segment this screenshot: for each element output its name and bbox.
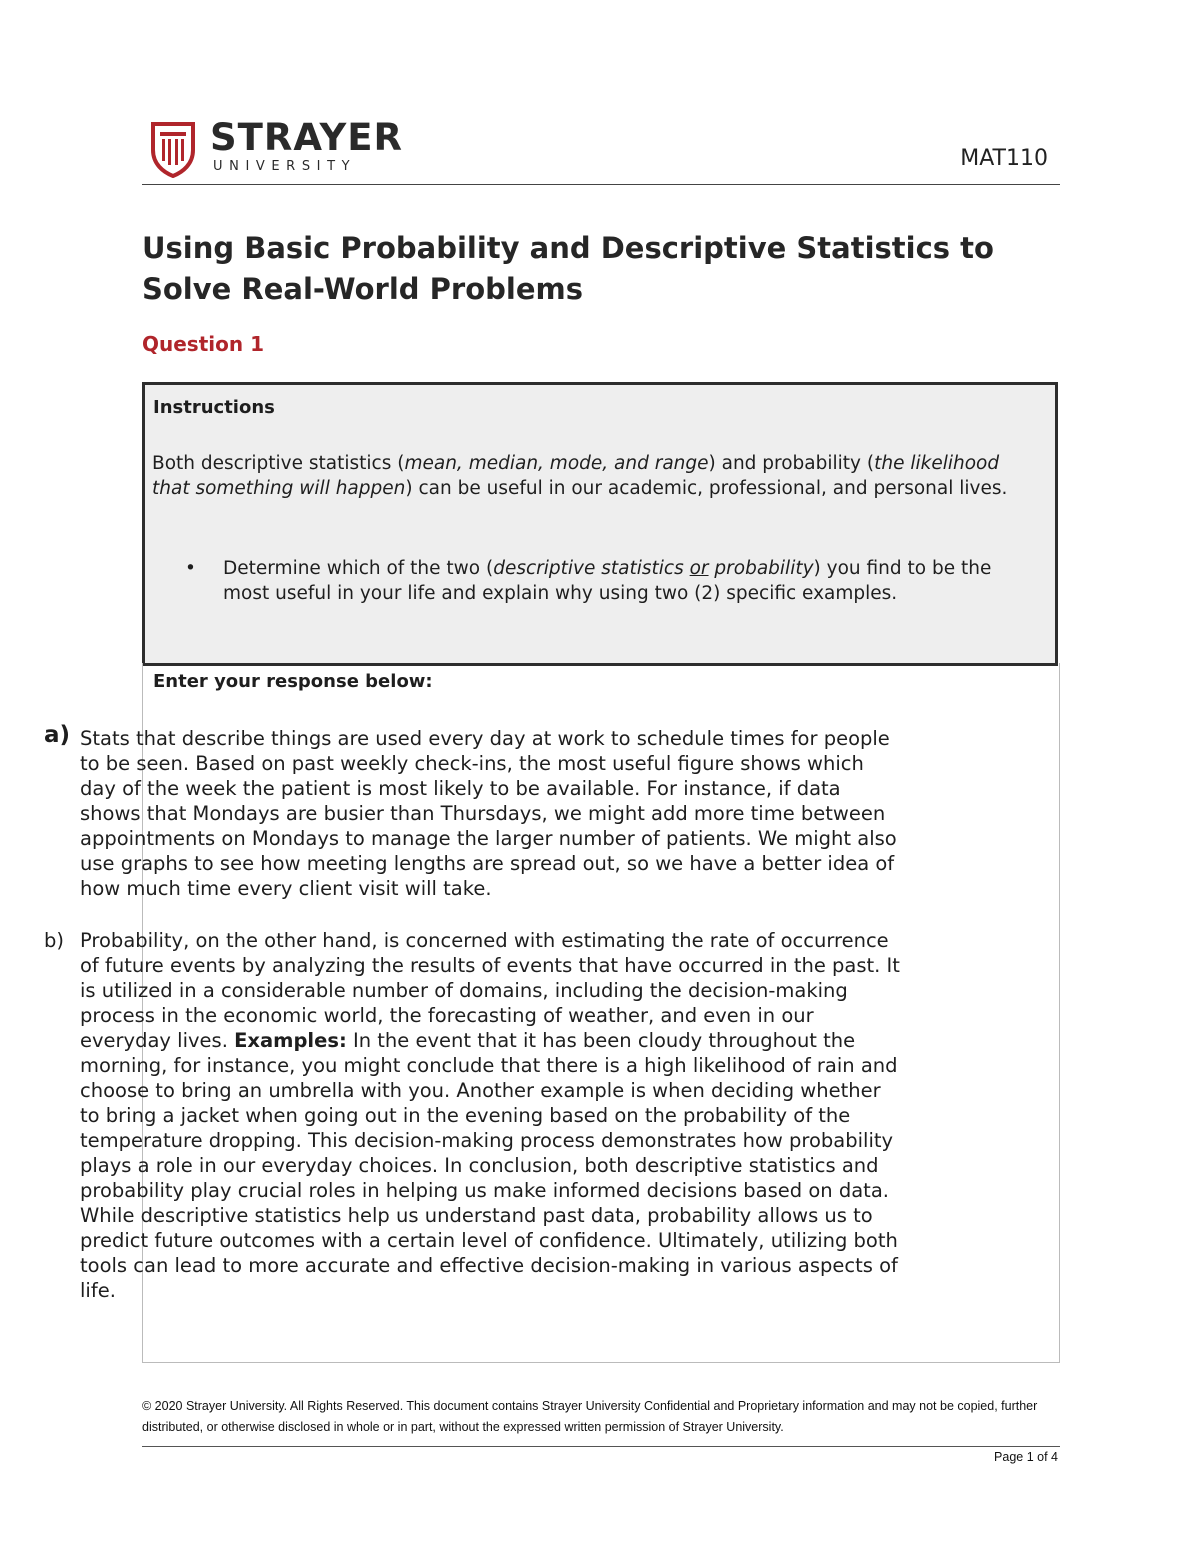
bullet-italic-prob: probability (708, 558, 814, 579)
instr-text-2: ) and probability ( (708, 453, 875, 474)
instr-text-3: ) can be useful in our academic, professional, and personal lives. (405, 478, 1008, 499)
page-title: Using Basic Probability and Descriptive Statistics to Solve Real-World Problems (142, 231, 994, 306)
instr-italic-mean: mean, median, mode, and range (404, 453, 709, 474)
bullet-text-1: Determine which of the two ( (223, 558, 494, 579)
instructions-bullet (185, 556, 1035, 606)
item-b-text-2: In the event that it has been cloudy throughout the morning, for instance, you might conclude that there is a high likelihood of rain and choose to bring an umbrella with you. Another example is when deciding whether to bring a jacket when going out in the evening based on the probability of the temperature dropping. This decision-making process demonstrates how probability plays a role in our everyday choices. In conclusion, both descriptive statistics and probability play crucial roles in helping us make informed decisions based on data. While descriptive statistics help us understand past data, probability allows us to predict future outcomes with a certain level of confidence. Ultimately, utilizing both tools can lead to more accurate and effective decision-making in various aspects of life. (80, 1029, 898, 1302)
header-divider (142, 184, 1060, 185)
item-a-marker: a) (44, 722, 71, 748)
bullet-text-2: ) you find to be the most useful in your life and explain why using two (2) specific examples. (223, 558, 992, 604)
response-item-b (44, 928, 904, 1303)
instr-italic-likelihood: the likelihood that something will happen (152, 453, 1000, 499)
item-a-text: Stats that describe things are used every day at work to schedule times for people to be seen. Based on past weekly check-ins, the most useful figure shows which day of the week the patient is most likely to be available. For instance, if data shows that Mondays are busier than Thursdays, we might add more time between appointments on Mondays to manage the larger number of patients. We might also use graphs to see how meeting lengths are spread out, so we have a better idea of how much time every client visit will take. (80, 727, 897, 900)
instr-text-1: Both descriptive statistics ( (152, 453, 405, 474)
logo-subtitle: UNIVERSITY (213, 159, 357, 174)
footer-divider (142, 1446, 1060, 1447)
item-b-text (80, 928, 904, 1303)
response-heading: Enter your response below: (153, 671, 433, 692)
page-number: Page 1 of 4 (994, 1450, 1058, 1464)
response-item-a (44, 722, 904, 901)
bullet-italic-or: or (689, 558, 709, 579)
copyright-notice: © 2020 Strayer University. All Rights Reserved. This document contains Strayer University Confidential and Proprietary information and may not be copied, further distributed, or otherwise disclosed in whole or in part, without the expressed written permission of Strayer University. (142, 1399, 1038, 1434)
bullet-icon: • (185, 558, 196, 579)
bullet-italic-desc: descriptive statistics (493, 558, 690, 579)
logo-wordmark: STRAYER (210, 116, 404, 159)
instructions-heading: Instructions (153, 397, 275, 418)
question-label: Question 1 (142, 332, 264, 356)
item-b-text-1: Probability, on the other hand, is concerned with estimating the rate of occurrence of future events by analyzing the results of events that have occurred in the past. It is utilized in a considerable number of domains, including the decision-making process in the economic world, the forecasting of weather, and even in our everyday lives. (80, 929, 900, 1052)
instructions-box (142, 382, 1058, 666)
item-b-marker: b) (44, 929, 64, 952)
item-b-examples-label: Examples: (234, 1029, 347, 1052)
instructions-paragraph (152, 451, 1042, 501)
bullet-text (223, 556, 1035, 606)
course-code: MAT110 (960, 146, 1048, 171)
shield-logo-icon (150, 120, 196, 178)
